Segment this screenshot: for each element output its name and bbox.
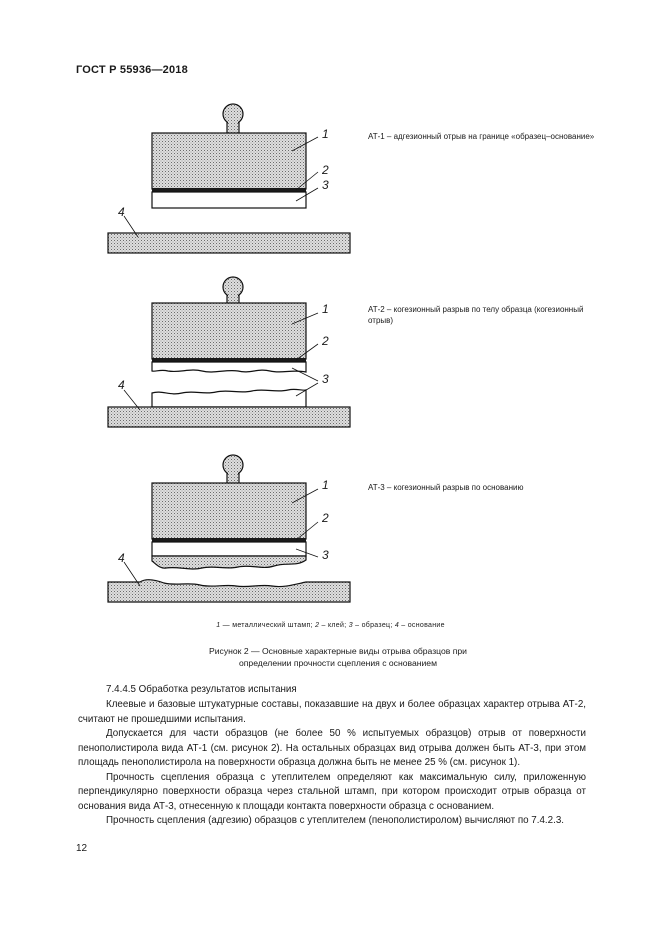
diagram-at2 [108,277,350,427]
at2-description: АТ-2 – когезионный разрыв по телу образца (когезионный отрыв) [368,305,584,325]
label-1: 1 [322,127,329,141]
label-4: 4 [118,551,125,565]
legend-text-2: – клей; [319,622,349,629]
base-fragment-on-sample [152,556,306,569]
figure-caption: Рисунок 2 — Основные характерные виды отрыва образцов при определении прочности сцепления с основанием [209,646,467,668]
base-plate-broken [108,580,350,602]
legend-num-2: 2 [315,622,320,629]
paragraph: Клеевые и базовые штукатурные составы, показавшие на двух и более образцах характер отрыва АТ-2, считают не прошедшими испытания. [78,699,586,725]
label-4: 4 [118,378,125,392]
at1-description: АТ-1 – адгезионный отрыв на границе «образец–основание» [368,132,595,141]
label-3: 3 [322,372,329,386]
label-3: 3 [322,548,329,562]
paragraph: Прочность сцепления образца с утеплителем определяют как максимальную силу, приложенную перпендикулярно поверхности образца через стальной штамп, при котором происходит отрыв образца от основания вида АТ-3, отнесенную к площади контакта поверхности образца с основанием. [78,771,586,812]
sample-lower-fragment [152,389,306,407]
label-1: 1 [322,478,329,492]
label-2: 2 [322,163,329,177]
metal-stamp [152,303,306,359]
label-4: 4 [118,205,125,219]
label-1: 1 [322,302,329,316]
legend-text-3: – образец; [352,622,395,629]
diagram-at1 [108,104,350,253]
metal-stamp [152,483,306,539]
sample-layer [152,192,306,208]
sample-layer [152,542,306,556]
glue-layer [152,188,306,192]
label-2: 2 [322,334,329,348]
paragraph: Прочность сцепления (адгезию) образцов с утеплителем (пенополистиролом) вычисляют по 7.4.2.3. [106,815,564,826]
legend-num-3: 3 [348,622,353,629]
body-text [78,698,586,829]
label-2: 2 [322,511,329,525]
document-header: ГОСТ Р 55936—2018 [76,64,188,76]
base-plate [108,233,350,253]
stamp-knob [223,104,243,134]
base-plate [108,407,350,427]
section-heading: 7.4.4.5 Обработка результатов испытания [106,684,297,695]
legend-num-4: 4 [394,622,400,629]
legend-text-4: – основание [399,622,445,629]
page-number: 12 [76,843,88,854]
stamp-knob [223,277,243,304]
at3-description: АТ-3 – когезионный разрыв по основанию [368,483,524,492]
sample-upper-fragment [152,362,306,372]
paragraph: Допускается для части образцов (не более 50 % испытуемых образцов) отрыв от поверхности пенополистирола вида АТ-1 (см. рисунок 2). На остальных образцах вид отрыва должен быть АТ-3, при этом площадь пенополистирола на поверхности образца должна быть не менее 25 % (см. рисунок 1). [78,728,586,768]
stamp-knob [223,455,243,484]
figure-legend [0,622,661,629]
legend-num-1: 1 [216,622,221,629]
label-3: 3 [322,178,329,192]
legend-text-1: — металлический штамп; [220,622,316,629]
metal-stamp [152,133,306,189]
diagram-at3 [108,455,350,602]
